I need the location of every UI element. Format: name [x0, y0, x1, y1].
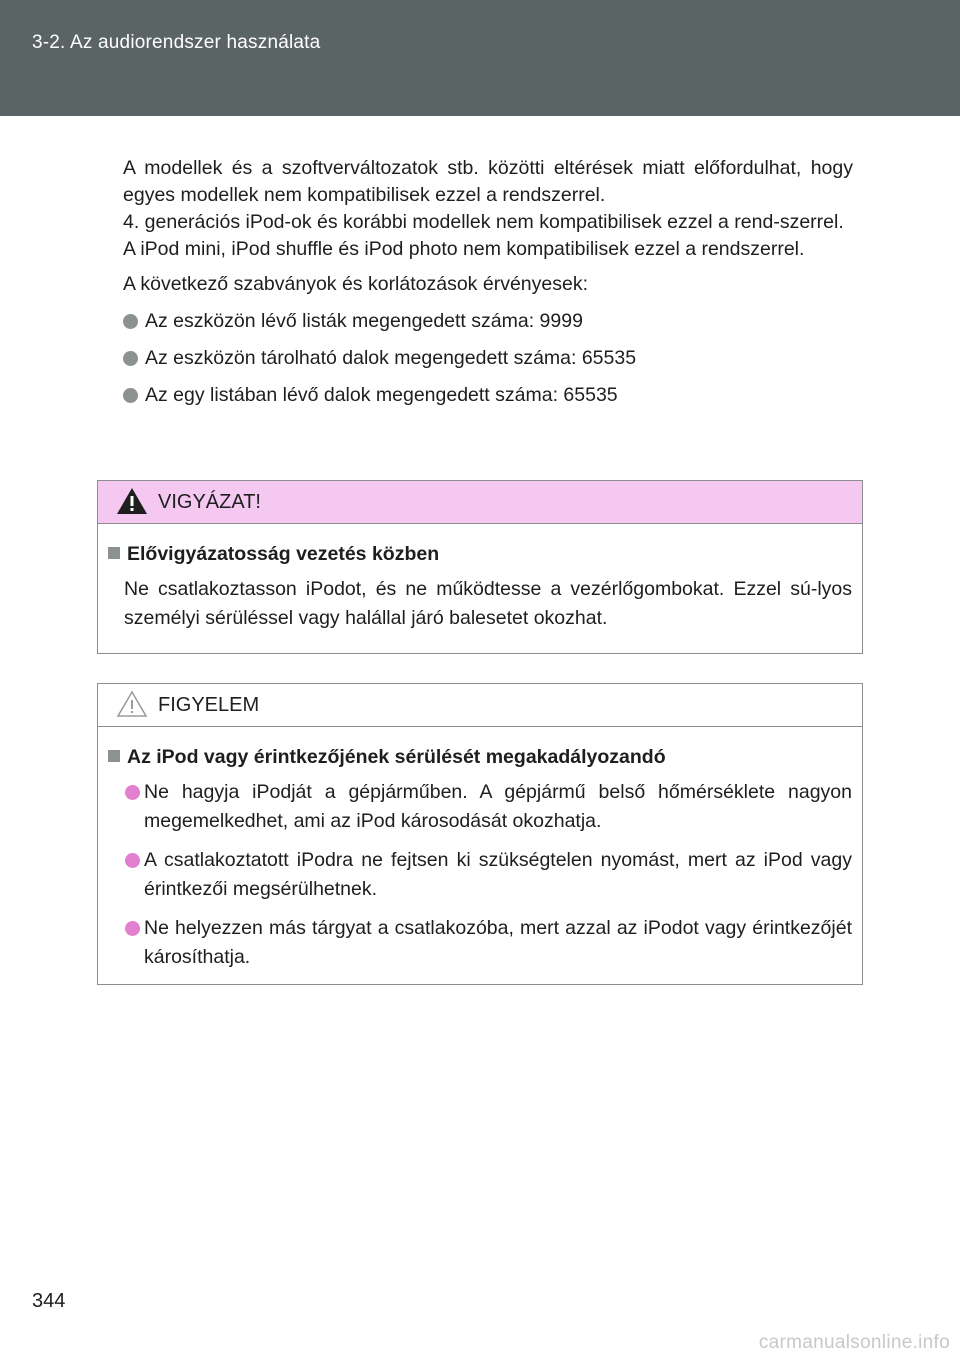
- caution-title-bar: [98, 481, 862, 524]
- bullet-dot-icon: [123, 351, 138, 366]
- list-item: [108, 914, 852, 972]
- caution-text: Ne csatlakoztasson iPodot, és ne működtesse a vezérlőgombokat. Ezzel sú-lyos személyi sérüléssel vagy halállal járó balesetet okozhat.: [124, 578, 852, 629]
- page-number: 344: [32, 1290, 66, 1312]
- caution-heading-text: Elővigyázatosság vezetés közben: [127, 543, 440, 565]
- bullet-dot-icon: [123, 314, 138, 329]
- list-item: [123, 345, 853, 372]
- list-item: [123, 308, 853, 335]
- bullet-dot-icon: [123, 388, 138, 403]
- notice-title: FIGYELEM: [158, 694, 260, 716]
- intro-content: [123, 155, 853, 409]
- list-item-text: Az egy listában lévő dalok megengedett száma: 65535: [145, 384, 618, 406]
- warning-triangle-filled-icon: [116, 487, 148, 515]
- list-item-text: Az eszközön tárolható dalok megengedett száma: 65535: [145, 347, 637, 369]
- list-item-text: Ne helyezzen más tárgyat a csatlakozóba, mert azzal az iPodot vagy érintkezőjét károsíthatja.: [144, 917, 852, 968]
- intro-paragraph-2: 4. generációs iPod-ok és korábbi modellek nem kompatibilisek ezzel a rend-szerrel.: [123, 211, 844, 233]
- square-bullet-icon: [108, 750, 120, 762]
- warning-triangle-outline-icon: [116, 690, 148, 718]
- notice-title-bar: [98, 684, 862, 727]
- square-bullet-icon: [108, 547, 120, 559]
- list-item-text: Ne hagyja iPodját a gépjárműben. A gépjármű belső hőmérséklete nagyon megemelkedhet, ami az iPod károsodását okozhatja.: [144, 781, 852, 832]
- page-header: [0, 0, 960, 116]
- list-item: [108, 846, 852, 904]
- list-item-text: Az eszközön lévő listák megengedett száma: 9999: [145, 310, 583, 332]
- intro-paragraph-3: A iPod mini, iPod shuffle és iPod photo nem kompatibilisek ezzel a rendszerrel.: [123, 238, 805, 260]
- bullet-dot-icon: [125, 853, 140, 868]
- bullet-dot-icon: [125, 921, 140, 936]
- caution-heading: [108, 540, 852, 569]
- notice-heading: [108, 743, 852, 772]
- section-title: 3-2. Az audiorendszer használata: [32, 32, 321, 53]
- intro-paragraph-4: A következő szabványok és korlátozások érvényesek:: [123, 273, 588, 295]
- notice-body: [98, 727, 862, 972]
- list-item: [123, 382, 853, 409]
- notice-heading-text: Az iPod vagy érintkezőjének sérülését megakadályozandó: [127, 746, 666, 768]
- caution-body: [98, 524, 862, 633]
- list-item: [108, 778, 852, 836]
- notice-box: [97, 683, 863, 985]
- caution-title: VIGYÁZAT!: [158, 491, 261, 513]
- watermark: carmanualsonline.info: [758, 1332, 950, 1353]
- caution-box: [97, 480, 863, 654]
- list-item-text: A csatlakoztatott iPodra ne fejtsen ki szükségtelen nyomást, mert az iPod vagy érintkezői megsérülhetnek.: [144, 849, 852, 900]
- intro-paragraph-1: A modellek és a szoftverváltozatok stb. közötti eltérések miatt előfordulhat, hogy egyes modellek nem kompatibilisek ezzel a rendszerrel.: [123, 157, 853, 206]
- bullet-dot-icon: [125, 785, 140, 800]
